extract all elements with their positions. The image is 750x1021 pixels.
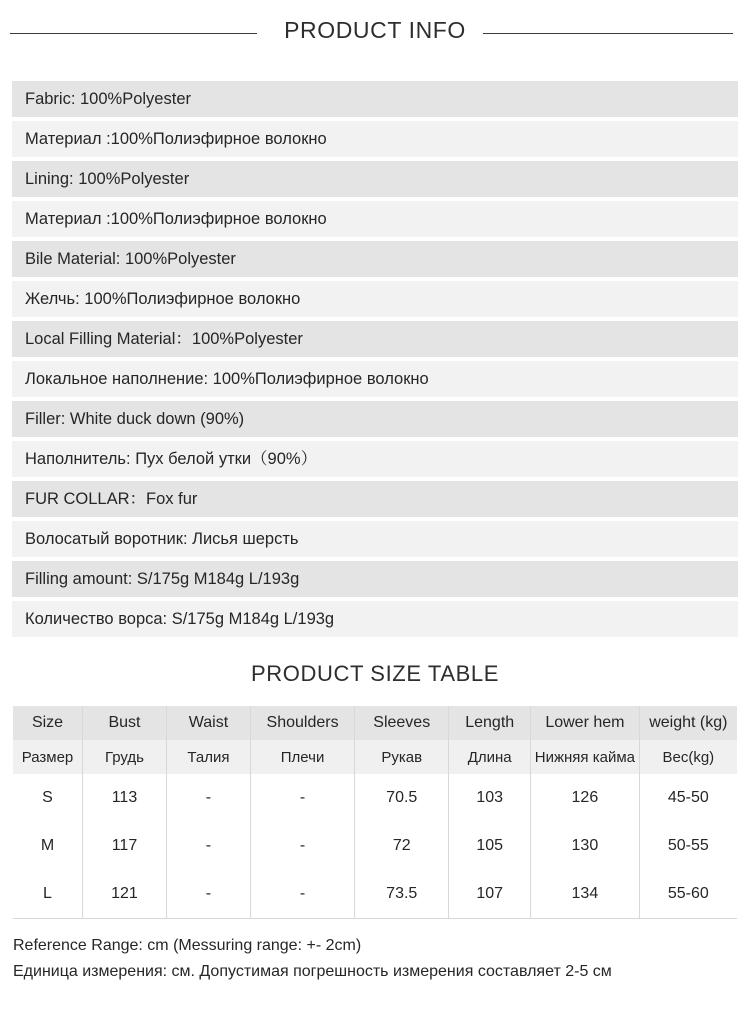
table-row	[13, 774, 737, 822]
table-header-row-en	[13, 706, 737, 740]
cell-sleeves: 72	[355, 822, 449, 870]
cell-lower-hem: 134	[531, 870, 640, 919]
measurement-notes	[13, 933, 750, 985]
column-header-weight: weight (kg)	[639, 706, 737, 740]
cell-weight: 50-55	[639, 822, 737, 870]
column-header-sleeves: Sleeves	[355, 706, 449, 740]
list-item: Материал :100%Полиэфирное волокно	[12, 201, 738, 237]
note-reference-range: Reference Range: cm (Messuring range: +- 2cm)	[13, 937, 362, 954]
cell-weight: 55-60	[639, 870, 737, 919]
column-header-shoulders: Shoulders	[250, 706, 354, 740]
cell-length: 105	[449, 822, 531, 870]
cell-length: 103	[449, 774, 531, 822]
column-header-shoulders-ru: Плечи	[250, 740, 354, 774]
heading-rule-left	[10, 33, 257, 34]
cell-waist: -	[166, 822, 250, 870]
list-item: Bile Material: 100%Polyester	[12, 241, 738, 277]
heading-rule-right	[483, 33, 733, 34]
list-item: Filler: White duck down (90%)	[12, 401, 738, 437]
table-row	[13, 870, 737, 919]
list-item: Lining: 100%Polyester	[12, 161, 738, 197]
cell-bust: 113	[83, 774, 167, 822]
product-info-list	[12, 81, 738, 637]
product-info-header	[0, 0, 750, 62]
column-header-waist: Waist	[166, 706, 250, 740]
list-item: Fabric: 100%Polyester	[12, 81, 738, 117]
list-item: Волосатый воротник: Лисья шерсть	[12, 521, 738, 557]
cell-weight: 45-50	[639, 774, 737, 822]
cell-lower-hem: 126	[531, 774, 640, 822]
list-item: Filling amount: S/175g M184g L/193g	[12, 561, 738, 597]
column-header-bust: Bust	[83, 706, 167, 740]
cell-sleeves: 70.5	[355, 774, 449, 822]
column-header-size: Size	[13, 706, 83, 740]
column-header-sleeves-ru: Рукав	[355, 740, 449, 774]
cell-waist: -	[166, 774, 250, 822]
cell-size: M	[13, 822, 83, 870]
cell-shoulders: -	[250, 870, 354, 919]
list-item: Желчь: 100%Полиэфирное волокно	[12, 281, 738, 317]
list-item: Локальное наполнение: 100%Полиэфирное волокно	[12, 361, 738, 397]
cell-bust: 117	[83, 822, 167, 870]
cell-size: S	[13, 774, 83, 822]
column-header-weight-ru: Вес(kg)	[639, 740, 737, 774]
size-table-title: PRODUCT SIZE TABLE	[251, 661, 499, 686]
list-item: Количество ворса: S/175g M184g L/193g	[12, 601, 738, 637]
column-header-lower-hem-ru: Нижняя кайма	[531, 740, 640, 774]
size-table	[13, 706, 737, 919]
size-table-wrapper	[13, 706, 737, 919]
cell-size: L	[13, 870, 83, 919]
cell-length: 107	[449, 870, 531, 919]
table-row	[13, 822, 737, 870]
table-header-row-ru	[13, 740, 737, 774]
column-header-length: Length	[449, 706, 531, 740]
cell-sleeves: 73.5	[355, 870, 449, 919]
note-reference-range-ru: Единица измерения: см. Допустимая погрешность измерения составляет 2-5 см	[13, 963, 612, 980]
column-header-lower-hem: Lower hem	[531, 706, 640, 740]
list-item: FUR COLLAR：Fox fur	[12, 481, 738, 517]
column-header-length-ru: Длина	[449, 740, 531, 774]
column-header-bust-ru: Грудь	[83, 740, 167, 774]
cell-shoulders: -	[250, 774, 354, 822]
cell-shoulders: -	[250, 822, 354, 870]
cell-waist: -	[166, 870, 250, 919]
list-item: Наполнитель: Пух белой утки（90%）	[12, 441, 738, 477]
list-item: Local Filling Material：100%Polyester	[12, 321, 738, 357]
cell-lower-hem: 130	[531, 822, 640, 870]
cell-bust: 121	[83, 870, 167, 919]
column-header-waist-ru: Талия	[166, 740, 250, 774]
list-item: Материал :100%Полиэфирное волокно	[12, 121, 738, 157]
page-title: PRODUCT INFO	[284, 16, 466, 43]
column-header-size-ru: Размер	[13, 740, 83, 774]
